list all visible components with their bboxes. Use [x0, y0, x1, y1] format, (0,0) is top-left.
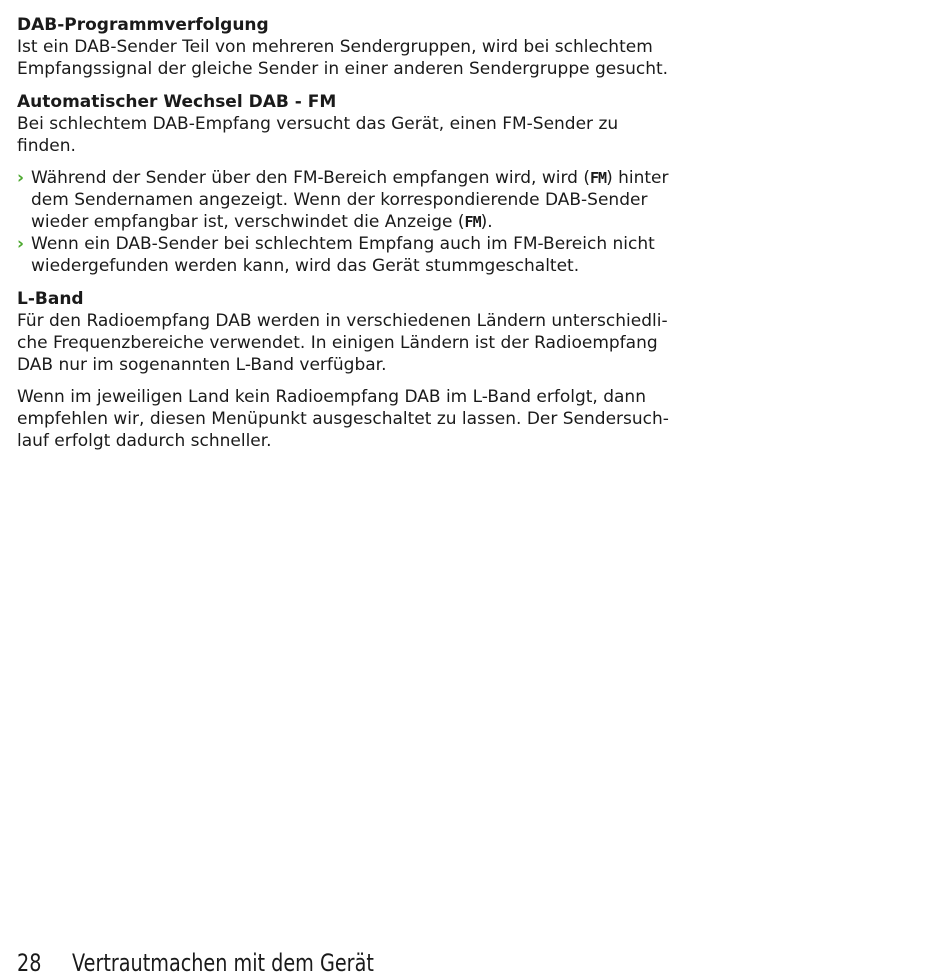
fm-indicator-icon: FM — [464, 213, 481, 231]
page-footer — [17, 948, 449, 974]
page-number: 28 — [17, 949, 42, 974]
heading-automatischer-wechsel: Automatischer Wechsel DAB - FM — [17, 92, 337, 112]
bullet-text: Wenn ein DAB-Sender bei schlechtem Empfang auch im FM-Bereich nicht wiedergefunden werden kann, wird das Gerät stummgeschaltet. — [31, 234, 655, 276]
paragraph-l-band-1: Für den Radioempfang DAB werden in verschiedenen Ländern unterschiedliche Frequenzbereiche verwendet. In einigen Ländern ist der Radioempfang DAB nur im sogenannten L-Band verfügbar. — [17, 311, 668, 375]
page-content — [17, 14, 677, 463]
fm-indicator-icon: FM — [590, 169, 607, 187]
heading-dab-programmverfolgung: DAB-Programmverfolgung — [17, 15, 269, 35]
bullet-arrow-icon: › — [17, 168, 25, 188]
heading-l-band: L-Band — [17, 289, 84, 309]
list-item — [17, 167, 677, 233]
bullet-text: ) hinter dem Sendernamen angezeigt. Wenn der korrespondierende DAB-Sender wieder empfangbar ist, verschwindet die Anzeige ( — [31, 168, 669, 232]
paragraph-dab-programmverfolgung: Ist ein DAB-Sender Teil von mehreren Sendergruppen, wird bei schlechtem Empfangssignal der gleiche Sender in einer anderen Sendergruppe gesucht. — [17, 37, 669, 79]
section-dab-programmverfolgung — [17, 14, 677, 80]
section-l-band — [17, 288, 677, 452]
bullet-list — [17, 167, 677, 277]
paragraph-l-band-2: Wenn im jeweiligen Land kein Radioempfang DAB im L-Band erfolgt, dann empfehlen wir, diesen Menüpunkt ausgeschaltet zu lassen. Der Sendersuchlauf erfolgt dadurch schneller. — [17, 387, 669, 451]
bullet-arrow-icon: › — [17, 234, 25, 254]
chapter-title: Vertrautmachen mit dem Gerät — [72, 949, 374, 974]
list-item — [17, 233, 677, 277]
paragraph-automatischer-wechsel: Bei schlechtem DAB-Empfang versucht das Gerät, einen FM-Sender zu finden. — [17, 114, 619, 156]
bullet-text: ). — [480, 212, 493, 232]
section-automatischer-wechsel — [17, 91, 677, 277]
bullet-text: Während der Sender über den FM-Bereich empfangen wird, wird ( — [31, 168, 591, 188]
